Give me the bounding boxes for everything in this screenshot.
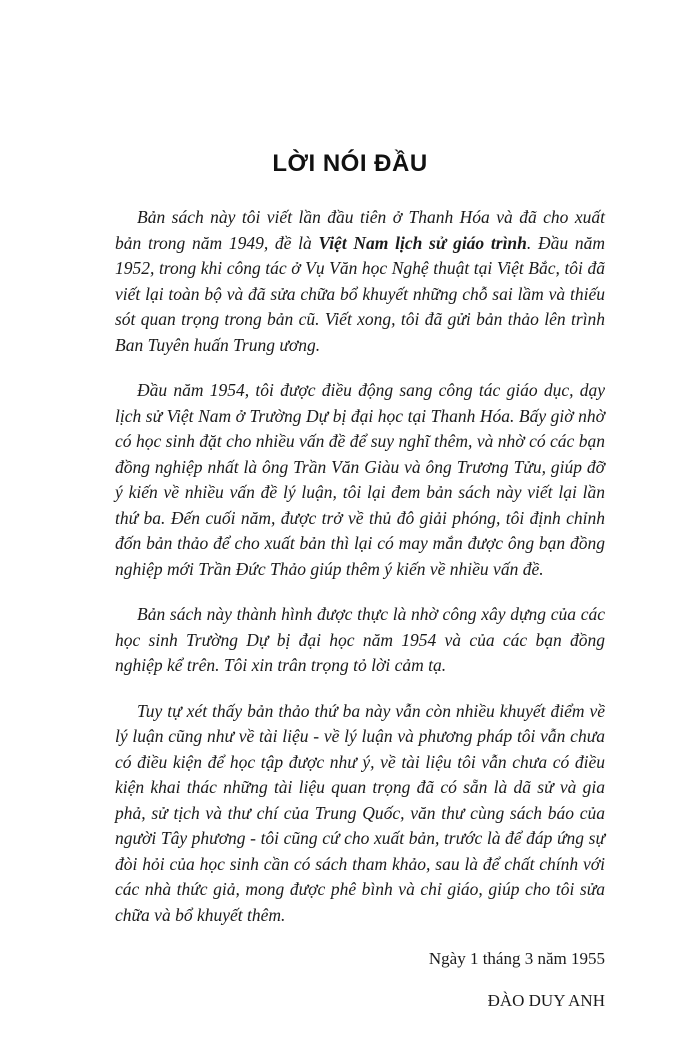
paragraph-1 [115,205,605,358]
preface-body [115,205,605,1012]
paragraph-1-text-start: Bản sách này tôi viết lần đầu tiên ở Thanh Hóa và đã cho xuất bản trong năm 1949, đề là [115,207,605,253]
paragraph-4: Tuy tự xét thấy bản thảo thứ ba này vẫn còn nhiều khuyết điểm về lý luận cũng như về tài liệu - về lý luận và phương pháp tôi vẫn chưa có điều kiện để học tập được như ý, về tài liệu tôi vẫn chưa có điều kiện khai thác những tài liệu quan trọng đã có sẵn là dã sử và gia phả, sử tịch và thư chí của Trung Quốc, văn thư cùng sách báo của người Tây phương - tôi cũng cứ cho xuất bản, trước là để đáp ứng sự đòi hỏi của học sinh cần có sách tham khảo, sau là để chất chính với các nhà thức giả, mong được phê bình và chỉ giáo, giúp cho tôi sửa chữa và bổ khuyết thêm. [115,700,605,925]
date-line: Ngày 1 tháng 3 năm 1955 [428,949,605,968]
paragraph-1-text-end: . Đầu năm 1952, trong khi công tác ở Vụ Văn học Nghệ thuật tại Việt Bắc, tôi đã viết lại toàn bộ và đã sửa chữa bổ khuyết những chỗ sai lầm và thiếu sót quan trọng trong bản cũ. Viết xong, tôi đã gửi bản thảo lên trình Ban Tuyên huấn Trung ương. [115,232,605,355]
paragraph-2: Đầu năm 1954, tôi được điều động sang công tác giáo dục, dạy lịch sử Việt Nam ở Trường Dự bị đại học tại Thanh Hóa. Bấy giờ nhờ có học sinh đặt cho nhiều vấn đề để suy nghĩ thêm, và nhờ có các bạn đồng nghiệp nhất là ông Trần Văn Giàu và ông Trương Tửu, giúp đỡ ý kiến về nhiều vấn đề lý luận, tôi lại đem bản sách này viết lại lần thứ ba. Đến cuối năm, được trở về thủ đô giải phóng, tôi định chỉnh đốn bản thảo để cho xuất bản thì lại có may mắn được ông bạn đồng nghiệp mới Trần Đức Thảo giúp thêm ý kiến về nhiều vấn đề. [115,380,605,579]
book-title-emphasis: Việt Nam lịch sử giáo trình [318,232,527,253]
author-name: ĐÀO DUY ANH [487,991,605,1010]
paragraph-3: Bản sách này thành hình được thực là nhờ công xây dựng của các học sinh Trường Dự bị đại học năm 1954 và của các bạn đồng nghiệp kể trên. Tôi xin trân trọng tỏ lời cảm tạ. [115,604,605,675]
page-title: LỜI NÓI ĐẦU [272,150,428,177]
signature-block [115,948,605,1012]
